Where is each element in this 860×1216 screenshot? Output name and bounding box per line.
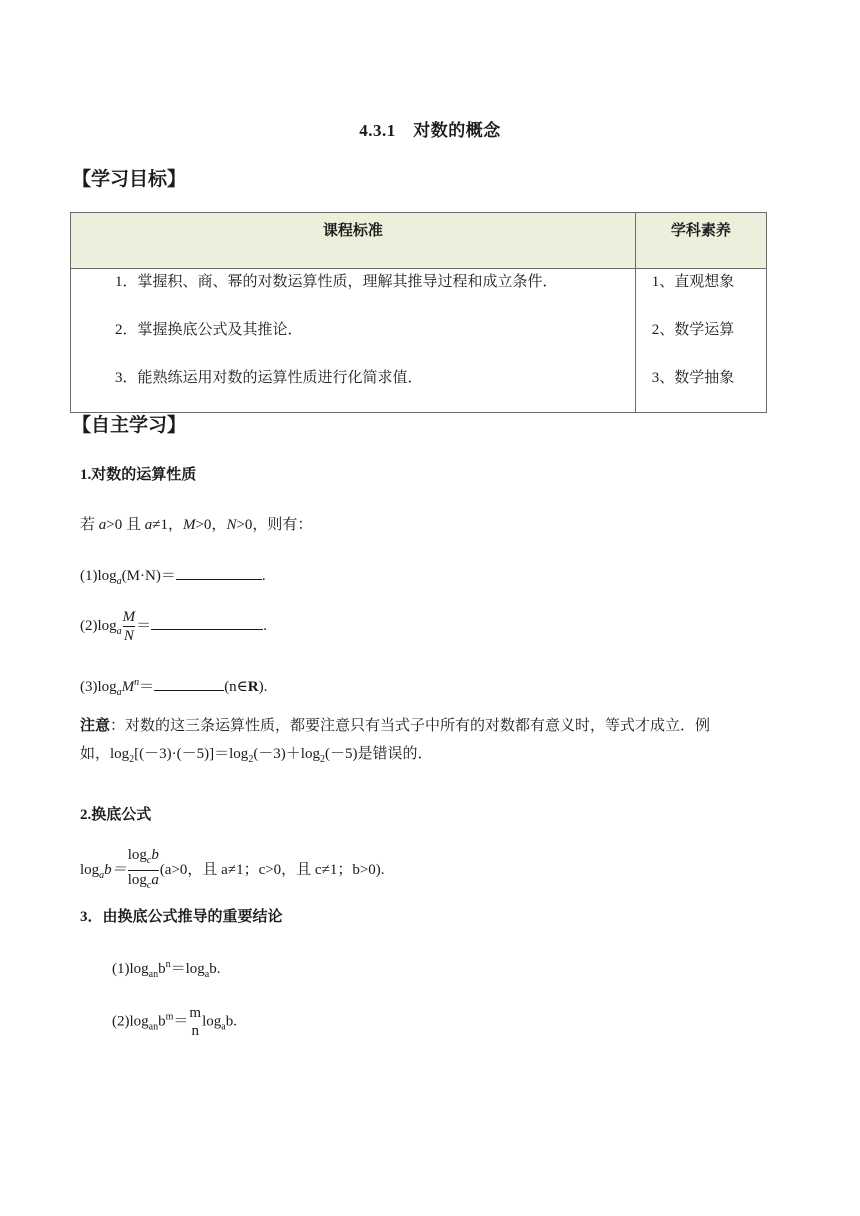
table-header-row — [71, 213, 767, 269]
header-standard: 课程标准 — [71, 213, 636, 269]
self-study-heading: 【自主学习】 — [72, 415, 187, 436]
text: >0， — [195, 517, 227, 533]
set-r: R — [247, 679, 259, 695]
text: ＝ — [173, 1013, 189, 1030]
text: ＝ — [136, 617, 152, 634]
subscript: an — [148, 969, 159, 980]
subscript-a: a — [99, 869, 105, 881]
text: b — [158, 961, 166, 977]
text: log — [80, 861, 100, 878]
text: 如，log — [80, 746, 130, 762]
text: (n∈ — [224, 679, 248, 695]
denominator: n — [191, 1023, 199, 1039]
competency-cell — [635, 269, 766, 413]
standard-item: 1．掌握积、商、幂的对数运算性质，理解其推导过程和成立条件． — [115, 274, 558, 290]
denominator: N — [123, 628, 134, 644]
superscript: m — [165, 1011, 174, 1023]
learning-goals-heading: 【学习目标】 — [72, 169, 187, 190]
part1-heading: 1.对数的运算性质 — [80, 467, 197, 483]
subscript: 2 — [129, 754, 135, 765]
subscript-a: a — [116, 687, 122, 698]
text: ). — [258, 679, 268, 695]
var-m: M — [182, 517, 196, 533]
text: b＝ — [104, 861, 127, 878]
standard-item: 3．能熟练运用对数的运算性质进行化简求值． — [115, 370, 423, 386]
answer-blank[interactable] — [154, 674, 224, 691]
change-of-base-formula — [80, 846, 385, 895]
standard-item: 2．掌握换底公式及其推论． — [115, 322, 303, 338]
superscript: n — [165, 959, 171, 970]
subscript: a — [204, 969, 210, 980]
part3-heading: 3．由换底公式推导的重要结论 — [80, 909, 283, 925]
note-label: 注意 — [80, 718, 111, 734]
text: . — [263, 617, 267, 634]
text: ＝log — [170, 961, 205, 977]
text: . — [261, 568, 266, 584]
text: ≠1， — [152, 517, 183, 533]
superscript-n: n — [134, 677, 140, 688]
text: log — [127, 847, 147, 863]
conclusion-1 — [112, 954, 221, 986]
competency-item: 2、数学运算 — [651, 322, 735, 338]
subscript-a: a — [116, 625, 122, 637]
numerator: $\log_cb$ — [127, 847, 159, 866]
denominator: $\log_ca$ — [128, 870, 159, 895]
var-m: M — [121, 679, 135, 695]
var-a: a — [144, 517, 153, 533]
learning-goals-table — [70, 212, 767, 413]
note-text: ：对数的这三条运算性质，都要注意只有当式子中所有的对数都有意义时，等式才成立．例 — [110, 718, 711, 734]
property-3 — [80, 672, 267, 704]
text: (1)log — [112, 961, 149, 977]
text: b — [151, 847, 159, 863]
numerator: m — [189, 1005, 202, 1021]
conditions: (a>0，且 a≠1；c>0，且 c≠1；b>0). — [159, 861, 385, 878]
subscript: 2 — [248, 754, 254, 765]
part1-condition — [80, 514, 312, 536]
subscript: an — [148, 1021, 159, 1033]
text: (M·N)＝ — [121, 568, 176, 584]
text: b. — [209, 961, 221, 977]
fraction — [123, 608, 136, 645]
subscript: 2 — [319, 754, 325, 765]
text: ＝ — [139, 679, 155, 695]
text: >0，则有： — [236, 517, 313, 533]
competency-item: 1、直观想象 — [651, 274, 735, 290]
text: (2)log — [112, 1013, 149, 1030]
text: [(－3)·(－5)]＝log — [134, 746, 249, 762]
text: (3)log — [80, 679, 117, 695]
answer-blank[interactable] — [151, 613, 263, 630]
conclusion-2 — [112, 1004, 237, 1040]
property-2 — [80, 608, 267, 645]
answer-blank[interactable] — [176, 563, 262, 580]
text: 若 — [80, 517, 99, 533]
property-1 — [80, 563, 266, 593]
text: (2)log — [80, 617, 117, 634]
header-competency: 学科素养 — [635, 213, 766, 269]
var-a: a — [98, 517, 107, 533]
competency-item: 3、数学抽象 — [651, 370, 735, 386]
text: (1)log — [80, 568, 117, 584]
subscript: a — [221, 1021, 226, 1033]
text: (－3)＋log — [253, 746, 320, 762]
text: log — [127, 872, 147, 888]
text: b. — [225, 1013, 237, 1030]
note-paragraph — [80, 712, 790, 774]
numerator: M — [122, 609, 136, 625]
text: (－5)是错误的． — [324, 746, 433, 762]
page-title: 4.3.1 对数的概念 — [359, 121, 501, 140]
fraction — [128, 846, 159, 895]
text: >0 且 — [106, 517, 145, 533]
subscript-a: a — [116, 576, 122, 587]
fraction — [189, 1004, 201, 1040]
text: log — [202, 1013, 222, 1030]
part2-heading: 2.换底公式 — [80, 807, 152, 823]
var-n: N — [226, 517, 237, 533]
text: a — [151, 872, 159, 888]
standards-cell — [71, 269, 636, 413]
text: b — [158, 1013, 166, 1030]
table-row — [71, 269, 767, 413]
